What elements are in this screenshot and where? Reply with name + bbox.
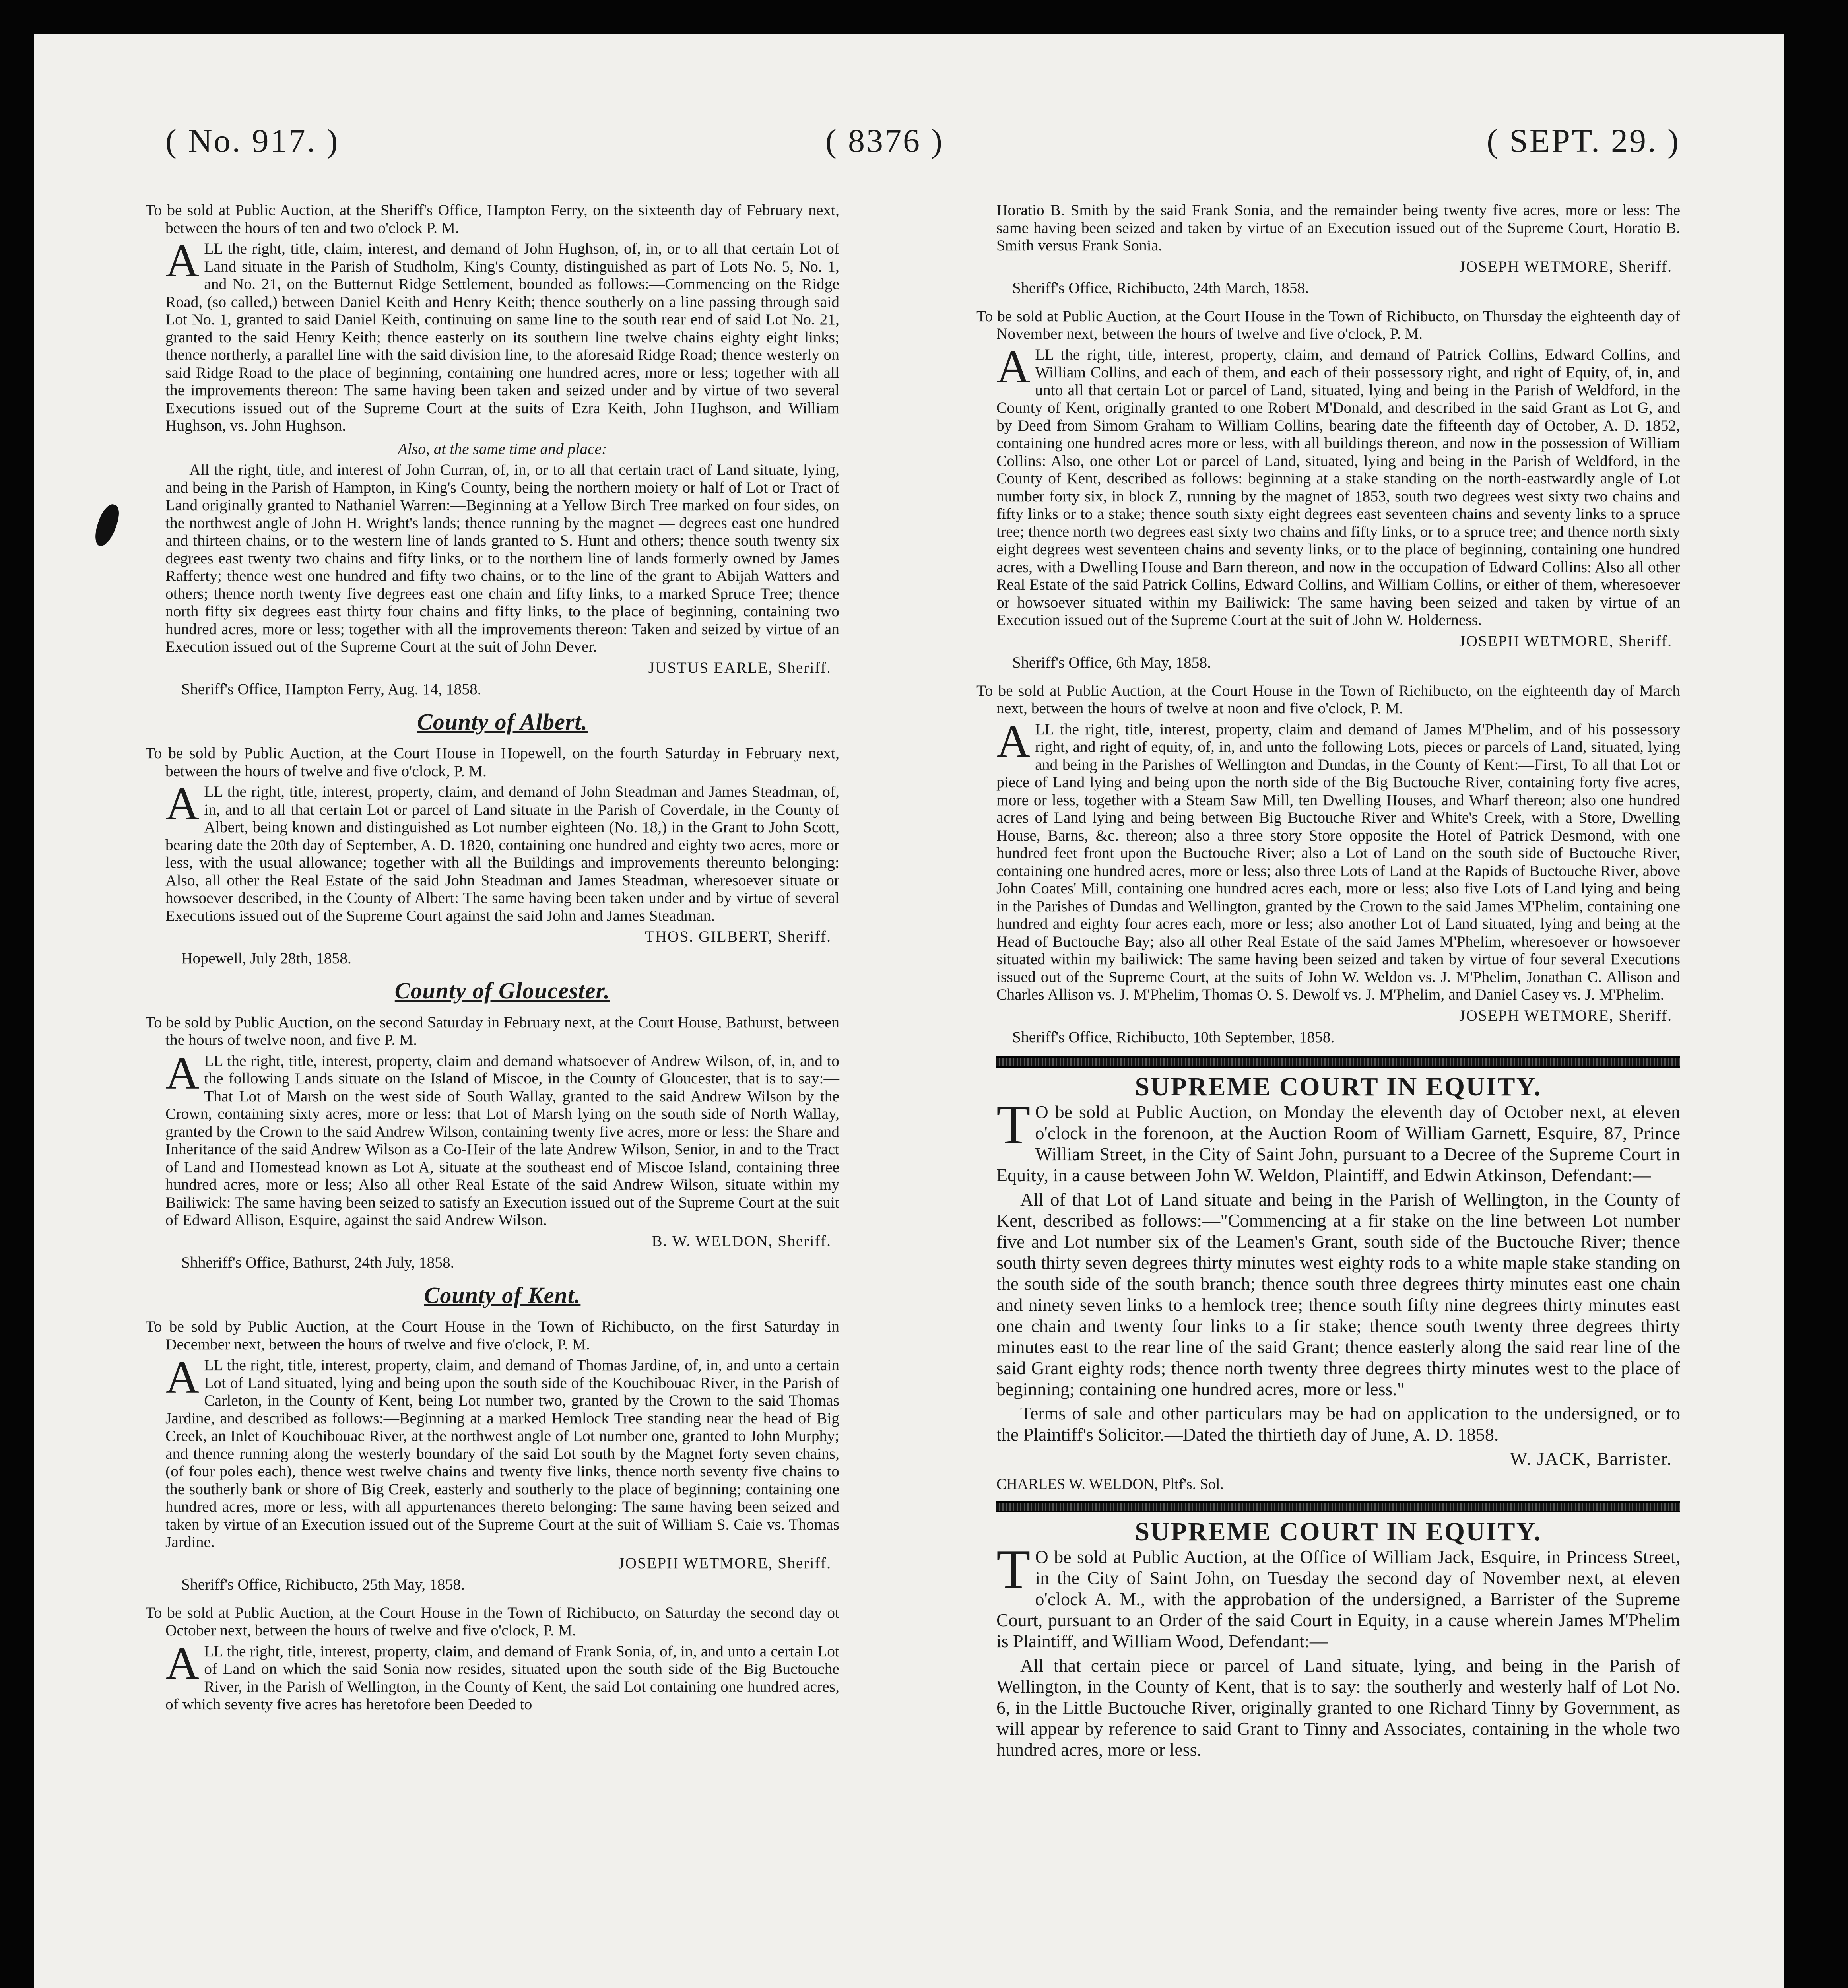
notice-body: All the right, title, and interest of John Curran, of, in, or to all that certain tract of Land situate, lying, and being in the Parish of Hampton, in King's County, being the northern moiety or half of Lot or Tract of Land originally granted to Nathaniel Warren:—Beginning at a Yellow Birch Tree marked on four sides, on the northwest angle of John H. Wright's lands; thence running by the magnet — degrees east one hundred and thirteen chains, or to the western line of lands granted to S. Hunt and others; thence south twenty six degrees east twenty two chains and fifty links, or to the northern line of lands formerly owned by James Rafferty; thence west one hundred and fifty two chains, or to the line of the grant to Abijah Watters and others; thence north twenty five degrees east one chain and fifty links, to a marked Spruce Tree; thence north fifty six degrees east thirty four chains and fifty links, to the place of beginning, containing two hundred acres, more or less; together with all the improvements thereon: Taken and seized by virtue of an Execution issued out of the Supreme Court at the suit of John Dever. (165, 461, 839, 655)
notice-body: ALL the right, title, interest, property, claim, and demand of Thomas Jardine, of, in, and unto a certain Lot of Land situated, lying and being upon the south side of the Kouchibouac River, in the Parish of Carleton, in the County of Kent, being Lot number two, granted by the Crown to the said Thomas Jardine, and described as follows:—Beginning at a marked Hemlock Tree standing near the head of Big Creek, an Inlet of Kouchibouac River, at the northwest angle of Lot number one, granted to John Murphy; and thence running along the westerly boundary of the said Lot south by the Magnet forty seven chains, (of four poles each), thence west twelve chains and twenty five links, thence north seventy five chains to the southerly bank or shore of Big Creek, easterly and southerly to the place of beginning; containing one hundred acres, more or less, with all appurtenances thereto belonging: The same having been seized and taken by virtue of an Execution issued out of the Supreme Court at the suit of William S. Caie vs. Thomas Jardine. (165, 1351, 839, 1551)
sale-terms: To be sold at Public Auction, at the Court House in the Town of Richibucto, on Saturday the second day ot October next, between the hours of twelve and five o'clock, P. M. (146, 1604, 839, 1639)
page-header (165, 122, 1680, 201)
notice-body: ALL the right, title, interest, property, claim, and demand of Frank Sonia, of, in, and unto a certain Lot of Land on which the said Sonia now resides, situated upon the south side of the Big Buctouche River, in the Parish of Wellington, in the County of Kent, the said Lot containing one hundred acres, of which seventy five acres has heretofore been Deeded to (165, 1637, 839, 1713)
office-dateline: Sheriff's Office, 6th May, 1858. (1012, 654, 1211, 671)
county-heading: County of Gloucester. (394, 978, 610, 1004)
right-column (976, 201, 1680, 1763)
solicitor-line: CHARLES W. WELDON, Pltf's. Sol. (996, 1475, 1224, 1493)
equity-paragraph: All of that Lot of Land situate and being in the Parish of Wellington, in the County of Kent, described as follows:—"Commencing at a fir stake on the line between Lot number five and Lot number six of the Leamen's Grant, south side of the Buctouche River; thence south thirty seven degrees thirty minutes west eighty rods to a white maple stake standing on the south side of the south branch; thence south three degrees thirty minutes east one chain and ninety seven links to a hemlock tree; thence south fifty nine degrees thirty minutes east one chain and twenty four links to a fir stake; thence south twenty three degrees thirty minutes east to the rear line of the said Grant; thence easterly along the said rear line of the said Grant eighty rods; thence north twenty three degrees thirty minutes west to the place of beginning; containing one hundred acres, more or less." (996, 1189, 1680, 1399)
sheriff-notices-right (976, 201, 1680, 1046)
office-dateline: Shheriff's Office, Bathurst, 24th July, 1858. (181, 1254, 454, 1271)
sheriff-signature: B. W. WELDON, Sheriff. (652, 1232, 831, 1250)
county-heading: County of Kent. (424, 1282, 581, 1308)
office-dateline: Sheriff's Office, Richibucto, 24th March, 1858. (1012, 279, 1309, 297)
sheriff-signature: THOS. GILBERT, Sheriff. (645, 928, 831, 945)
decorative-rule (996, 1501, 1680, 1512)
sale-terms: To be sold by Public Auction, at the Court House in the Town of Richibucto, on the first Saturday in December next, between the hours of twelve and five o'clock, P. M. (146, 1318, 839, 1353)
sheriff-signature: JOSEPH WETMORE, Sheriff. (1459, 632, 1672, 650)
equity-paragraph: Terms of sale and other particulars may be had on application to the undersigned, or to the Plaintiff's Solicitor.—Dated the thirtieth day of June, A. D. 1858. (996, 1403, 1680, 1444)
notice-body: ALL the right, title, interest, property, claim, and demand of Patrick Collins, Edward Collins, and William Collins, and each of them, and each of their possessory right, and right of Equity, of, in, and unto all that certain Lot or parcel of Land, situated, lying and being in the Parish of Weldford, in the County of Kent, originally granted to one Robert M'Donald, and described in the said Grant as Lot G, and by Deed from Simom Graham to William Collins, bearing date the fifteenth day of October, A. D. 1852, containing one hundred acres more or less, with all buildings thereon, and now in the possession of William Collins: Also, one other Lot or parcel of Land, situated, lying and being in the Parish of Weldford, in the County of Kent, described as follows: beginning at a stake standing on the north-eastwardly angle of Lot number forty six, in block Z, running by the magnet of 1853, south two degrees west sixty two chains and fifty links or to a stake; thence south sixty eight degrees east seventeen chains and seventy links to a spruce tree; thence north two degrees east sixty two chains and fifty links, or to a spruce tree; and thence north sixty eight degrees west seventeen chains and seventy links, or to the place of beginning, containing one hundred acres, with a Dwelling House and Barn thereon, and now in the occupation of Edward Collins: Also all other Real Estate of the said Patrick Collins, Edward Collins, and William Collins, or either of them, wheresoever or howsoever situated within my Bailiwick: The same having been seized and taken by virtue of an Execution issued out of the Supreme Court at the suit of John W. Holderness. (996, 340, 1680, 629)
sheriff-signature: JUSTUS EARLE, Sheriff. (648, 658, 831, 676)
equity-notice-1 (996, 1072, 1680, 1495)
ink-blot (91, 502, 122, 549)
sale-terms: To be sold at Public Auction, at the Court House in the Town of Richibucto, on the eighteenth day of March next, between the hours of twelve at noon and five o'clock, P. M. (976, 681, 1680, 717)
office-dateline: Sheriff's Office, Richibucto, 25th May, 1858. (181, 1576, 465, 1593)
sheriff-signature: JOSEPH WETMORE, Sheriff. (1459, 257, 1672, 275)
office-dateline: Hopewell, July 28th, 1858. (181, 949, 351, 967)
sheriff-signature: JOSEPH WETMORE, Sheriff. (618, 1554, 831, 1572)
notice-body: Horatio B. Smith by the said Frank Sonia, and the remainder being twenty five acres, more or less: The same having been seized and taken by virtue of an Execution issued out of the Supreme Court, Horatio B. Smith versus Frank Sonia. (996, 201, 1680, 254)
also-line: Also, at the same time and place: (398, 440, 607, 458)
equity-paragraph: All that certain piece or parcel of Land situate, lying, and being in the Parish of Wellington, in the County of Kent, that is to say: the southerly and westerly half of Lot No. 6, in the Little Buctouche River, originally granted to one Richard Tinny by Government, as will appear by reference to said Grant to Tinny and Associates, containing in the whole two hundred acres, more or less. (996, 1655, 1680, 1760)
sale-terms: To be sold by Public Auction, at the Court House in Hopewell, on the fourth Saturday in February next, between the hours of twelve and five o'clock, P. M. (146, 744, 839, 780)
office-dateline: Sheriff's Office, Richibucto, 10th September, 1858. (1012, 1028, 1335, 1046)
issue-date: ( SEPT. 29. ) (1487, 122, 1680, 159)
equity-notice-2 (996, 1517, 1680, 1760)
equity-title: SUPREME COURT IN EQUITY. (1135, 1072, 1542, 1101)
issue-number: ( No. 917. ) (165, 122, 340, 159)
barrister-signature: W. JACK, Barrister. (1510, 1448, 1672, 1469)
office-dateline: Sheriff's Office, Hampton Ferry, Aug. 14, 1858. (181, 680, 481, 698)
sale-terms: To be sold at Public Auction, at the Court House in the Town of Richibucto, on Thursday the eighteenth day of November next, between the hours of twelve and five o'clock, P. M. (976, 307, 1680, 342)
sheriff-signature: JOSEPH WETMORE, Sheriff. (1459, 1006, 1672, 1024)
county-heading: County of Albert. (417, 709, 588, 735)
sale-terms: To be sold by Public Auction, on the second Saturday in February next, at the Court House, Bathurst, between the hours of twelve noon, and five P. M. (146, 1013, 839, 1048)
equity-title: SUPREME COURT IN EQUITY. (1135, 1517, 1542, 1546)
columns (146, 201, 1680, 1763)
equity-paragraph: TO be sold at Public Auction, on Monday the eleventh day of October next, at eleven o'clock in the forenoon, at the Auction Room of William Garnett, Esquire, 87, Prince William Street, in the City of Saint John, pursuant to a Decree of the Supreme Court in Equity, in a cause between John W. Weldon, Plaintiff, and Edwin Atkinson, Defendant:— (996, 1093, 1680, 1185)
notice-body: ALL the right, title, interest, property, claim and demand whatsoever of Andrew Wilson, of, in, and to the following Lands situate on the Island of Miscoe, in the County of Gloucester, that is to say:—That Lot of Marsh on the west side of South Wallay, granted to the said Andrew Wilson by the Crown, containing sixty acres, more or less: that Lot of Marsh lying on the south side of North Wallay, granted by the Crown to the said Andrew Wilson, containing twenty five acres, more or less: the Share and Inheritance of the said Andrew Wilson as a Co-Heir of the late Andrew Wilson, Senior, in and to the Tract of Land and Homestead known as Lot A, situate at the southeast end of Miscoe Island, containing three hundred acres, more or less; Also all other Real Estate of the said Andrew Wilson, situate within my Bailiwick: The same having been seized to satisfy an Execution issued out of the Supreme Court at the suit of Edward Allison, Esquire, against the said Andrew Wilson. (165, 1046, 839, 1229)
equity-paragraph: TO be sold at Public Auction, at the Office of William Jack, Esquire, in Princess Street, in the City of Saint John, on Tuesday the second day of November next, at eleven o'clock A. M., with the approbation of the undersigned, a Barrister of the Supreme Court, pursuant to an Order of the said Court in Equity, in a cause wherein James M'Phelim is Plaintiff, and William Wood, Defendant:— (996, 1538, 1680, 1651)
page-number: ( 8376 ) (825, 122, 944, 159)
sale-terms: To be sold at Public Auction, at the Sheriff's Office, Hampton Ferry, on the sixteenth day of February next, between the hours of ten and two o'clock P. M. (146, 201, 839, 237)
left-column (146, 201, 839, 1763)
notice-body: ALL the right, title, interest, property, claim and demand of James M'Phelim, and of his possessory right, and right of equity, of, in, and unto the following Lots, pieces or parcels of Land, situated, lying and being in the Parishes of Wellington and Dundas, in the County of Kent:—First, To all that Lot or piece of Land lying and being upon the north side of the Big Buctouche River, containing forty five acres, more or less, together with a Steam Saw Mill, ten Dwelling Houses, and Wharf thereon; also one hundred acres of Land lying and being between Big Buctouche River and White's Creek, with a Store, Dwelling House, Barns, &c. thereon; also a three story Store opposite the Hotel of Patrick Desmond, with one hundred feet front upon the Buctouche River; also a Lot of Land on the south side of Buctouche River, containing one hundred acres, more or less; also three Lots of Land at the Rapids of Buctouche River, above John Coates' Mill, containing one hundred acres each, more or less; also five Lots of Land lying and being in the Parishes of Dundas and Wellington, granted by the Crown to the said James M'Phelim, containing one hundred and eighty four acres each, more or less; also another Lot of Land situated, lying and being at the Head of Buctouche Bay; also all other Real Estate of the said James M'Phelim, wheresoever or howsoever situated within my bailiwick: The same having been seized and taken by virtue of four several Executions issued out of the Supreme Court, at the suits of John W. Weldon vs. J. M'Phelim, Jonathan C. Allison and Charles Allison vs. J. M'Phelim, Thomas O. S. Dewolf vs. J. M'Phelim, and Daniel Casey vs. J. M'Phelim. (996, 715, 1680, 1003)
newspaper-page (34, 34, 1784, 1988)
notice-body: ALL the right, title, claim, interest, and demand of John Hughson, of, in, or to all that certain Lot of Land situate in the Parish of Studholm, King's County, distinguished as part of Lots No. 5, No. 1, and No. 21, on the Butternut Ridge Settlement, bounded as follows:—Commencing on the Ridge Road, (so called,) between Daniel Keith and Henry Keith; thence southerly on a line passing through said Lot No. 1, granted to said Daniel Keith, continuing on same line to the south rear end of said Lot No. 21, granted to the said Henry Keith; thence easterly on its southern line twelve chains eighty eight links; thence northerly, a parallel line with the said division line, to the aforesaid Ridge Road; thence westerly on said Ridge Road to the place of beginning, containing one hundred acres, more or less; together with all the improvements thereon: The same having been taken and seized under and by virtue of two several Executions issued out of the Supreme Court at the suits of Ezra Keith, John Hughson, and William Hughson, vs. John Hughson. (165, 235, 839, 434)
decorative-rule (996, 1056, 1680, 1068)
notice-body: ALL the right, title, interest, property, claim, and demand of John Steadman and James Steadman, of, in, and to all that certain Lot or parcel of Land situate in the Parish of Coverdale, in the County of Albert, being known and distinguished as Lot number eighteen (No. 18,) in the Grant to John Scott, bearing date the 20th day of September, A. D. 1820, containing one hundred and eighty two acres, more or less, with the usual allowance; together with all the Buildings and improvements thereunto belonging: Also, all other the Real Estate of the said John Steadman and James Steadman, wheresoever situate or howsoever described, in the County of Albert: The same having been taken under and by virtue of several Executions issued out of the Supreme Court against the said John and James Steadman. (165, 778, 839, 924)
